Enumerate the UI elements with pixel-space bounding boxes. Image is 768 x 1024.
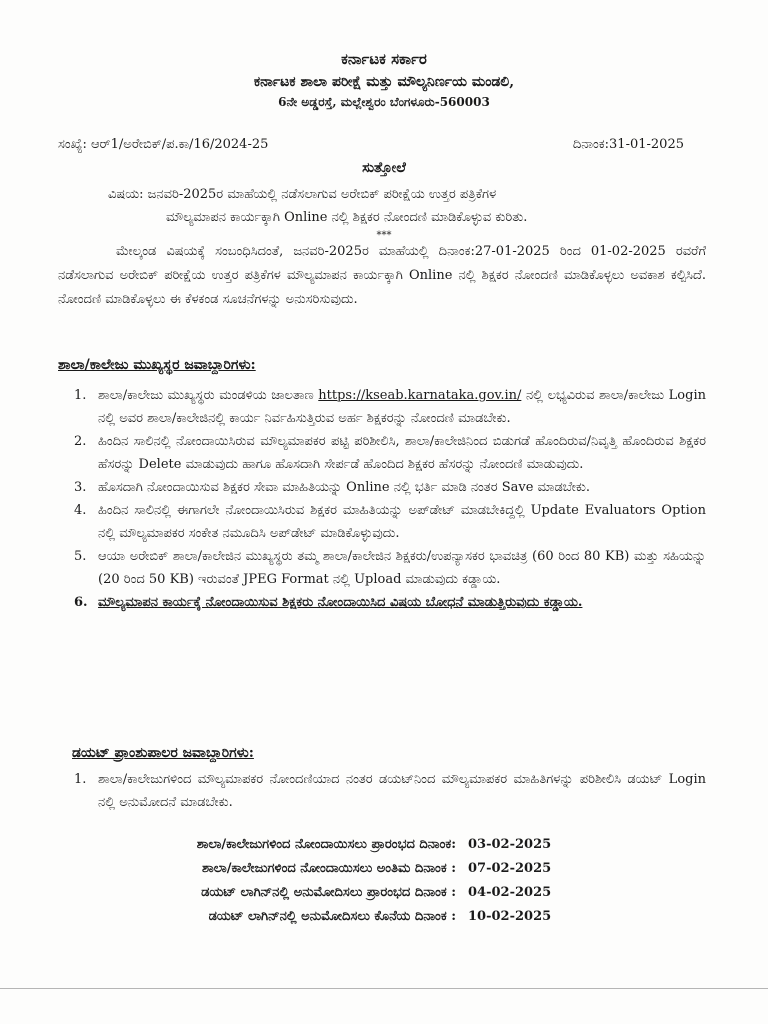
intro-paragraph: ಮೇಲ್ಕಂಡ ವಿಷಯಕ್ಕೆ ಸಂಬಂಧಿಸಿದಂತೆ, ಜನವರಿ-2025ರ ಮಾಹೆಯಲ್ಲಿ ದಿನಾಂಕ:27-01-2025 ರಿಂದ 01-02-2025 ರವರೆಗೆ ನಡೆಸಲಾಗುವ ಅರೇಬಿಕ್ ಪರೀಕ್ಷೆಯ ಉತ್ತರ ಪತ್ರಿಕೆಗಳ ಮೌಲ್ಯಮಾಪನ ಕಾರ್ಯಕ್ಕಾಗಿ Online ನಲ್ಲಿ ಶಿಕ್ಷಕರ ನೋಂದಣಿ ಮಾಡಿಕೊಳ್ಳಲು ಅವಕಾಶ ಕಲ್ಪಿಸಿದೆ. ನೋಂದಣಿ ಮಾಡಿಕೊಳ್ಳಲು ಈ ಕೆಳಕಂಡ ಸೂಚನೆಗಳನ್ನು ಅನುಸರಿಸುವುದು.	[58, 244, 706, 307]
list-text: ನಲ್ಲಿ ಲಭ್ಯವಿರುವ ಶಾಲಾ/ಕಾಲೇಜು Login ನಲ್ಲಿ ಅವರ ಶಾಲಾ/ಕಾಲೇಜಿನಲ್ಲಿ ಕಾರ್ಯ ನಿರ್ವಹಿಸುತ್ತಿರುವ ಅರ್ಹ ಶಿಕ್ಷಕರನ್ನು ನೋಂದಣಿ ಮಾಡಬೇಕು.	[98, 388, 706, 426]
date-label: ಡಯಟ್ ಲಾಗಿನ್‌ನಲ್ಲಿ ಅನುಮೋದಿಸಲು ಪ್ರಾರಂಭದ ದಿನಾಂಕ :	[201, 885, 456, 900]
reference-row	[58, 137, 684, 152]
list-text: ಹೊಸದಾಗಿ ನೋಂದಾಯಿಸುವ ಶಿಕ್ಷಕರ ಸೇವಾ ಮಾಹಿತಿಯನ್ನು Online ನಲ್ಲಿ ಭರ್ತಿ ಮಾಡಿ ನಂತರ Save ಮಾಡಬೇಕು.	[98, 480, 591, 495]
diet-responsibilities-list	[74, 768, 706, 814]
board-address: 6ನೇ ಅಡ್ಡರಸ್ತೆ, ಮಲ್ಲೇಶ್ವರಂ ಬೆಂಗಳೂರು-560003	[278, 95, 490, 109]
government-title: ಕರ್ನಾಟಕ ಸರ್ಕಾರ	[341, 50, 427, 68]
list-item-emphasized	[74, 591, 706, 614]
list-text: ಶಾಲಾ/ಕಾಲೇಜುಗಳಿಂದ ಮೌಲ್ಯಮಾಪಕರ ನೋಂದಣಿಯಾದ ನಂತರ ಡಯಟ್‌ನಿಂದ ಮೌಲ್ಯಮಾಪಕರ ಮಾಹಿತಿಗಳನ್ನು ಪರಿಶೀಲಿಸಿ ಡಯಟ್ Login ನಲ್ಲಿ ಅನುಮೋದನೆ ಮಾಡಬೇಕು.	[98, 772, 706, 810]
list-item	[74, 430, 706, 476]
date-row	[86, 881, 588, 905]
subject-line-1: ವಿಷಯ: ಜನವರಿ-2025ರ ಮಾಹೆಯಲ್ಲಿ ನಡೆಸಲಾಗುವ ಅರೇಬಿಕ್ ಪರೀಕ್ಷೆಯ ಉತ್ತರ ಪತ್ರಿಕೆಗಳ	[108, 187, 497, 202]
date-value: 07-02-2025	[468, 861, 552, 876]
separator: ***	[376, 230, 392, 241]
list-number: 3.	[74, 480, 87, 495]
list-number: 4.	[74, 503, 87, 518]
list-item	[74, 384, 706, 430]
date-row	[86, 857, 588, 881]
list-number: 1.	[74, 772, 87, 787]
list-number: 6.	[74, 595, 88, 610]
circular-title: ಸುತ್ತೋಲೆ	[362, 160, 406, 176]
list-text: ಮೌಲ್ಯಮಾಪನ ಕಾರ್ಯಕ್ಕೆ ನೋಂದಾಯಿಸುವ ಶಿಕ್ಷಕರು ನೋಂದಾಯಿಸಿದ ವಿಷಯ ಬೋಧನೆ ಮಾಡುತ್ತಿರುವುದು ಕಡ್ಡಾಯ.	[98, 595, 583, 610]
date-label: ಶಾಲಾ/ಕಾಲೇಜುಗಳಿಂದ ನೋಂದಾಯಿಸಲು ಅಂತಿಮ ದಿನಾಂಕ :	[201, 861, 456, 876]
subject	[108, 183, 708, 229]
page-bottom-rule	[0, 988, 768, 989]
reference-date: ದಿನಾಂಕ:31-01-2025	[572, 137, 684, 152]
board-title: ಕರ್ನಾಟಕ ಶಾಲಾ ಪರೀಕ್ಷೆ ಮತ್ತು ಮೌಲ್ಯನಿರ್ಣಯ ಮಂಡಲಿ,	[253, 74, 515, 90]
kseab-website-link[interactable]: https://kseab.karnataka.gov.in/	[318, 388, 522, 403]
list-number: 1.	[74, 388, 87, 403]
date-value: 10-02-2025	[468, 909, 552, 924]
subject-line-2: ಮೌಲ್ಯಮಾಪನ ಕಾರ್ಯಕ್ಕಾಗಿ Online ನಲ್ಲಿ ಶಿಕ್ಷಕರ ನೋಂದಣಿ ಮಾಡಿಕೊಳ್ಳುವ ಕುರಿತು.	[166, 210, 528, 225]
list-item	[74, 476, 706, 499]
section-heading-heads: ಶಾಲಾ/ಕಾಲೇಜು ಮುಖ್ಯಸ್ಥರ ಜವಾಬ್ದಾರಿಗಳು:	[58, 357, 256, 373]
section-heading-diet: ಡಯಟ್ ಪ್ರಾಂಶುಪಾಲರ ಜವಾಬ್ದಾರಿಗಳು:	[72, 745, 254, 761]
list-number: 2.	[74, 434, 87, 449]
date-row	[86, 905, 588, 929]
important-dates	[86, 833, 588, 929]
date-label: ಶಾಲಾ/ಕಾಲೇಜುಗಳಿಂದ ನೋಂದಾಯಿಸಲು ಪ್ರಾರಂಭದ ದಿನಾಂಕ:	[196, 837, 456, 852]
list-text: ಶಾಲಾ/ಕಾಲೇಜು ಮುಖ್ಯಸ್ಥರು ಮಂಡಳಿಯ ಜಾಲತಾಣ	[98, 388, 319, 403]
date-value: 03-02-2025	[468, 837, 552, 852]
list-text: ಹಿಂದಿನ ಸಾಲಿನಲ್ಲಿ ಈಗಾಗಲೇ ನೋಂದಾಯಿಸಿರುವ ಶಿಕ್ಷಕರ ಮಾಹಿತಿಯನ್ನು ಅಪ್‌ಡೇಟ್ ಮಾಡಬೇಕಿದ್ದಲ್ಲಿ Update Evaluators Option ನಲ್ಲಿ ಮೌಲ್ಯಮಾಪಕರ ಸಂಕೇತ ನಮೂದಿಸಿ ಅಪ್‌ಡೇಟ್ ಮಾಡಿಕೊಳ್ಳುವುದು.	[98, 503, 706, 541]
date-value: 04-02-2025	[468, 885, 552, 900]
list-text: ಆಯಾ ಅರೇಬಿಕ್ ಶಾಲಾ/ಕಾಲೇಜಿನ ಮುಖ್ಯಸ್ಥರು ತಮ್ಮ ಶಾಲಾ/ಕಾಲೇಜಿನ ಶಿಕ್ಷಕರು/ಉಪನ್ಯಾಸಕರ ಭಾವಚಿತ್ರ (60 ರಿಂದ 80 KB) ಮತ್ತು ಸಹಿಯನ್ನು (20 ರಿಂದ 50 KB) ಇರುವಂತೆ JPEG Format ನಲ್ಲಿ Upload ಮಾಡುವುದು ಕಡ್ಡಾಯ.	[98, 549, 706, 587]
list-number: 5.	[74, 549, 87, 564]
list-text: ಹಿಂದಿನ ಸಾಲಿನಲ್ಲಿ ನೋಂದಾಯಿಸಿರುವ ಮೌಲ್ಯಮಾಪಕರ ಪಟ್ಟಿ ಪರಿಶೀಲಿಸಿ, ಶಾಲಾ/ಕಾಲೇಜಿನಿಂದ ಬಿಡುಗಡೆ ಹೊಂದಿರುವ/ನಿವೃತ್ತಿ ಹೊಂದಿರುವ ಶಿಕ್ಷಕರ ಹೆಸರನ್ನು Delete ಮಾಡುವುದು ಹಾಗೂ ಹೊಸದಾಗಿ ಸೇರ್ಪಡೆ ಹೊಂದಿದ ಶಿಕ್ಷಕರ ಹೆಸರನ್ನು ನೋಂದಣಿ ಮಾಡುವುದು.	[98, 434, 706, 472]
reference-number: ಸಂಖ್ಯೆ: ಆರ್1/ಅರೇಬಿಕ್/ಪ.ಕಾ/16/2024-25	[58, 137, 269, 152]
date-row	[86, 833, 588, 857]
date-label: ಡಯಟ್ ಲಾಗಿನ್‌ನಲ್ಲಿ ಅನುಮೋದಿಸಲು ಕೊನೆಯ ದಿನಾಂಕ :	[208, 909, 456, 924]
list-item	[74, 768, 706, 814]
heads-responsibilities-list	[74, 384, 706, 614]
list-item	[74, 545, 706, 591]
list-item	[74, 499, 706, 545]
